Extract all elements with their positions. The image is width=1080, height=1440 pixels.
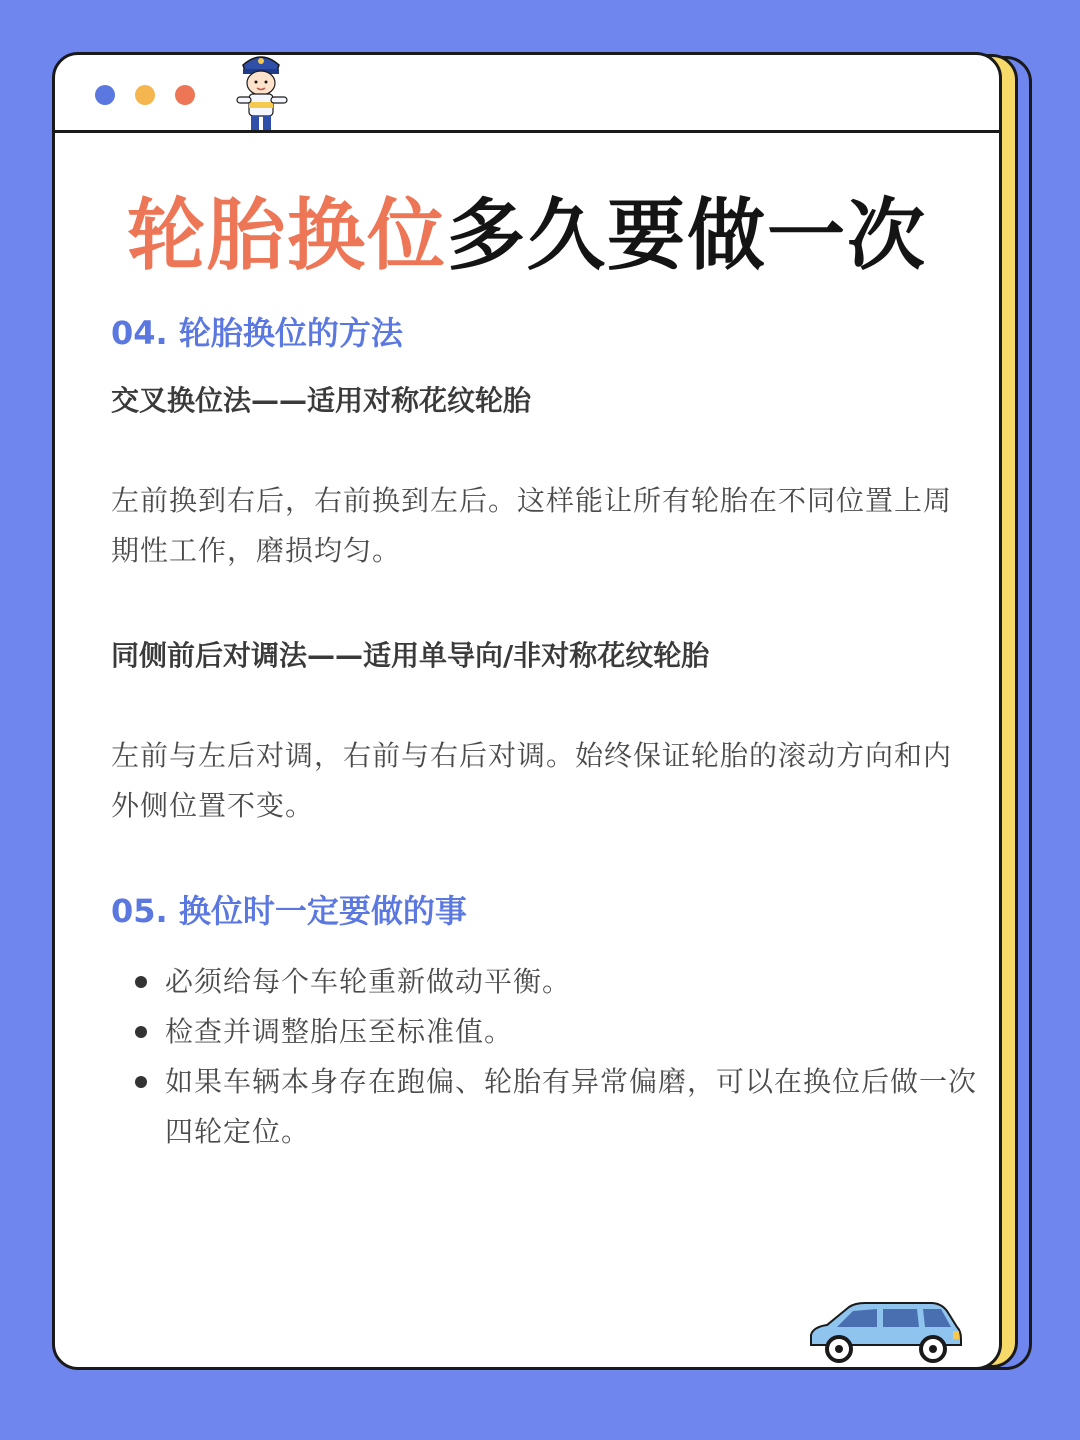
method-same-side-title: 同侧前后对调法——适用单导向/非对称花纹轮胎 xyxy=(111,638,710,672)
method-same-side-description: 左前与左后对调，右前与右后对调。始终保证轮胎的滚动方向和内外侧位置不变。 xyxy=(111,738,953,822)
page-title xyxy=(55,173,999,285)
list-item xyxy=(111,1057,979,1157)
bullet-icon xyxy=(135,976,147,988)
method-cross-description: 左前换到右后，右前换到左后。这样能让所有轮胎在不同位置上周期性工作，磨损均匀。 xyxy=(111,483,953,567)
bullet-icon xyxy=(135,1076,147,1088)
title-highlight: 轮胎换位 xyxy=(126,191,447,281)
main-card xyxy=(52,52,1002,1370)
traffic-police-icon xyxy=(231,52,291,133)
section-4-heading: 04. 轮胎换位的方法 xyxy=(111,314,403,352)
window-top-bar xyxy=(55,55,999,133)
orange-dot-icon xyxy=(175,85,195,105)
yellow-dot-icon xyxy=(135,85,155,105)
blue-dot-icon xyxy=(95,85,115,105)
content-body xyxy=(111,313,979,1157)
list-item xyxy=(111,957,979,1007)
list-item-text: 必须给每个车轮重新做动平衡。 xyxy=(165,964,572,998)
title-rest: 多久要做一次 xyxy=(447,191,928,281)
checklist xyxy=(111,957,979,1157)
bullet-icon xyxy=(135,1026,147,1038)
car-icon xyxy=(805,1297,965,1367)
list-item xyxy=(111,1007,979,1057)
method-cross-title: 交叉换位法——适用对称花纹轮胎 xyxy=(111,383,532,417)
section-5-heading: 05. 换位时一定要做的事 xyxy=(111,891,467,930)
list-item-text: 检查并调整胎压至标准值。 xyxy=(165,1014,514,1048)
list-item-text: 如果车辆本身存在跑偏、轮胎有异常偏磨，可以在换位后做一次四轮定位。 xyxy=(165,1064,978,1148)
